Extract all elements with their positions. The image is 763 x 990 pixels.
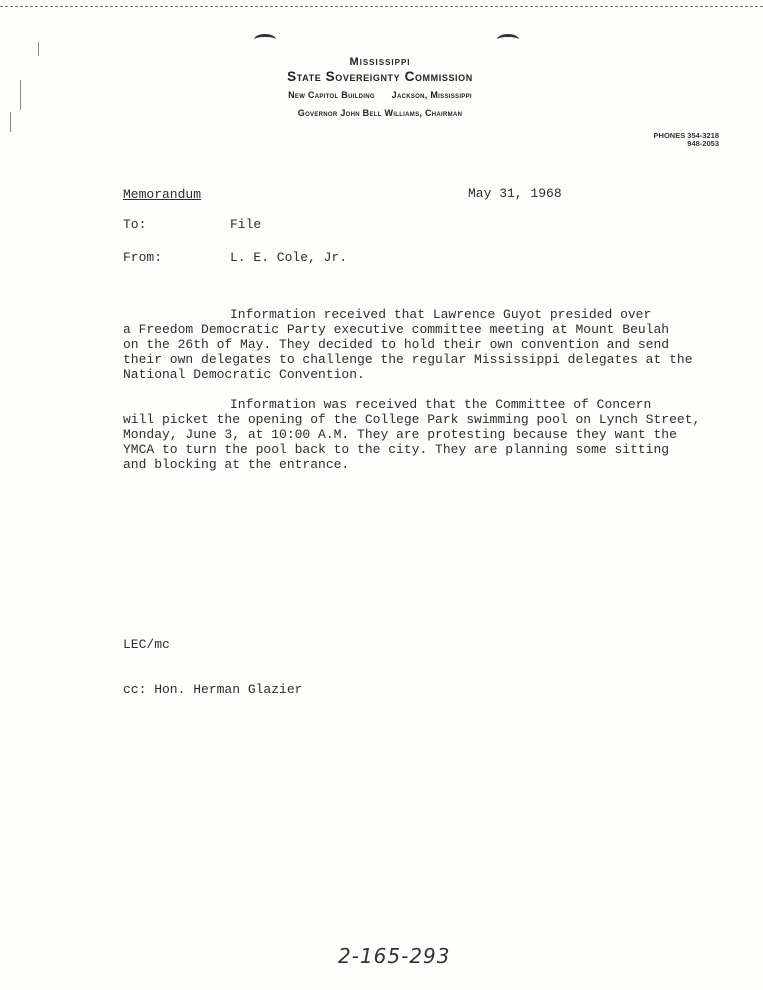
paragraph-line: a Freedom Democratic Party executive committee meeting at Mount Beulah bbox=[123, 322, 670, 337]
from-value: L. E. Cole, Jr. bbox=[230, 250, 348, 265]
seal-mark-left bbox=[254, 34, 276, 45]
paragraph-line: YMCA to turn the pool back to the city. They are planning some sitting bbox=[123, 442, 670, 457]
letterhead-state: Mississippi bbox=[349, 56, 411, 68]
from-label: From: bbox=[123, 250, 163, 265]
margin-mark bbox=[10, 112, 11, 132]
paragraph-line: will picket the opening of the College Park swimming pool on Lynch Street, bbox=[123, 412, 701, 427]
paragraph-line: Information received that Lawrence Guyot presided over bbox=[230, 307, 652, 322]
paragraph-line: National Democratic Convention. bbox=[123, 367, 365, 382]
phone-numbers bbox=[654, 132, 719, 148]
handwritten-file-number: 2-165-293 bbox=[338, 944, 451, 968]
margin-mark bbox=[38, 42, 39, 56]
address-city: Jackson, Mississippi bbox=[391, 90, 472, 100]
memo-date: May 31, 1968 bbox=[468, 186, 562, 201]
phone-line-2: 948-2053 bbox=[687, 139, 719, 148]
paragraph-1 bbox=[123, 307, 693, 382]
memo-heading: Memorandum bbox=[123, 187, 202, 202]
to-value: File bbox=[230, 217, 262, 232]
paragraph-line: on the 26th of May. They decided to hold their own convention and send bbox=[123, 337, 670, 352]
paragraph-line: and blocking at the entrance. bbox=[123, 457, 350, 472]
margin-mark bbox=[20, 80, 21, 110]
paragraph-line: their own delegates to challenge the regular Mississippi delegates at the bbox=[123, 352, 693, 367]
letterhead-address bbox=[200, 90, 560, 100]
letterhead-governor: Governor John Bell Williams, Chairman bbox=[297, 108, 463, 118]
phone-line-1: PHONES 354-3218 bbox=[653, 131, 719, 140]
paragraph-line: Monday, June 3, at 10:00 A.M. They are protesting because they want the bbox=[123, 427, 677, 442]
paragraph-2 bbox=[123, 397, 701, 472]
carbon-copy: cc: Hon. Herman Glazier bbox=[123, 682, 303, 697]
letterhead-commission: State Sovereignty Commission bbox=[287, 69, 473, 84]
to-label: To: bbox=[123, 217, 147, 232]
typist-initials: LEC/mc bbox=[123, 637, 170, 652]
seal-mark-right bbox=[497, 34, 519, 45]
paragraph-line: Information was received that the Committee of Concern bbox=[230, 397, 652, 412]
address-building: New Capitol Building bbox=[288, 90, 375, 100]
top-border bbox=[0, 6, 763, 7]
